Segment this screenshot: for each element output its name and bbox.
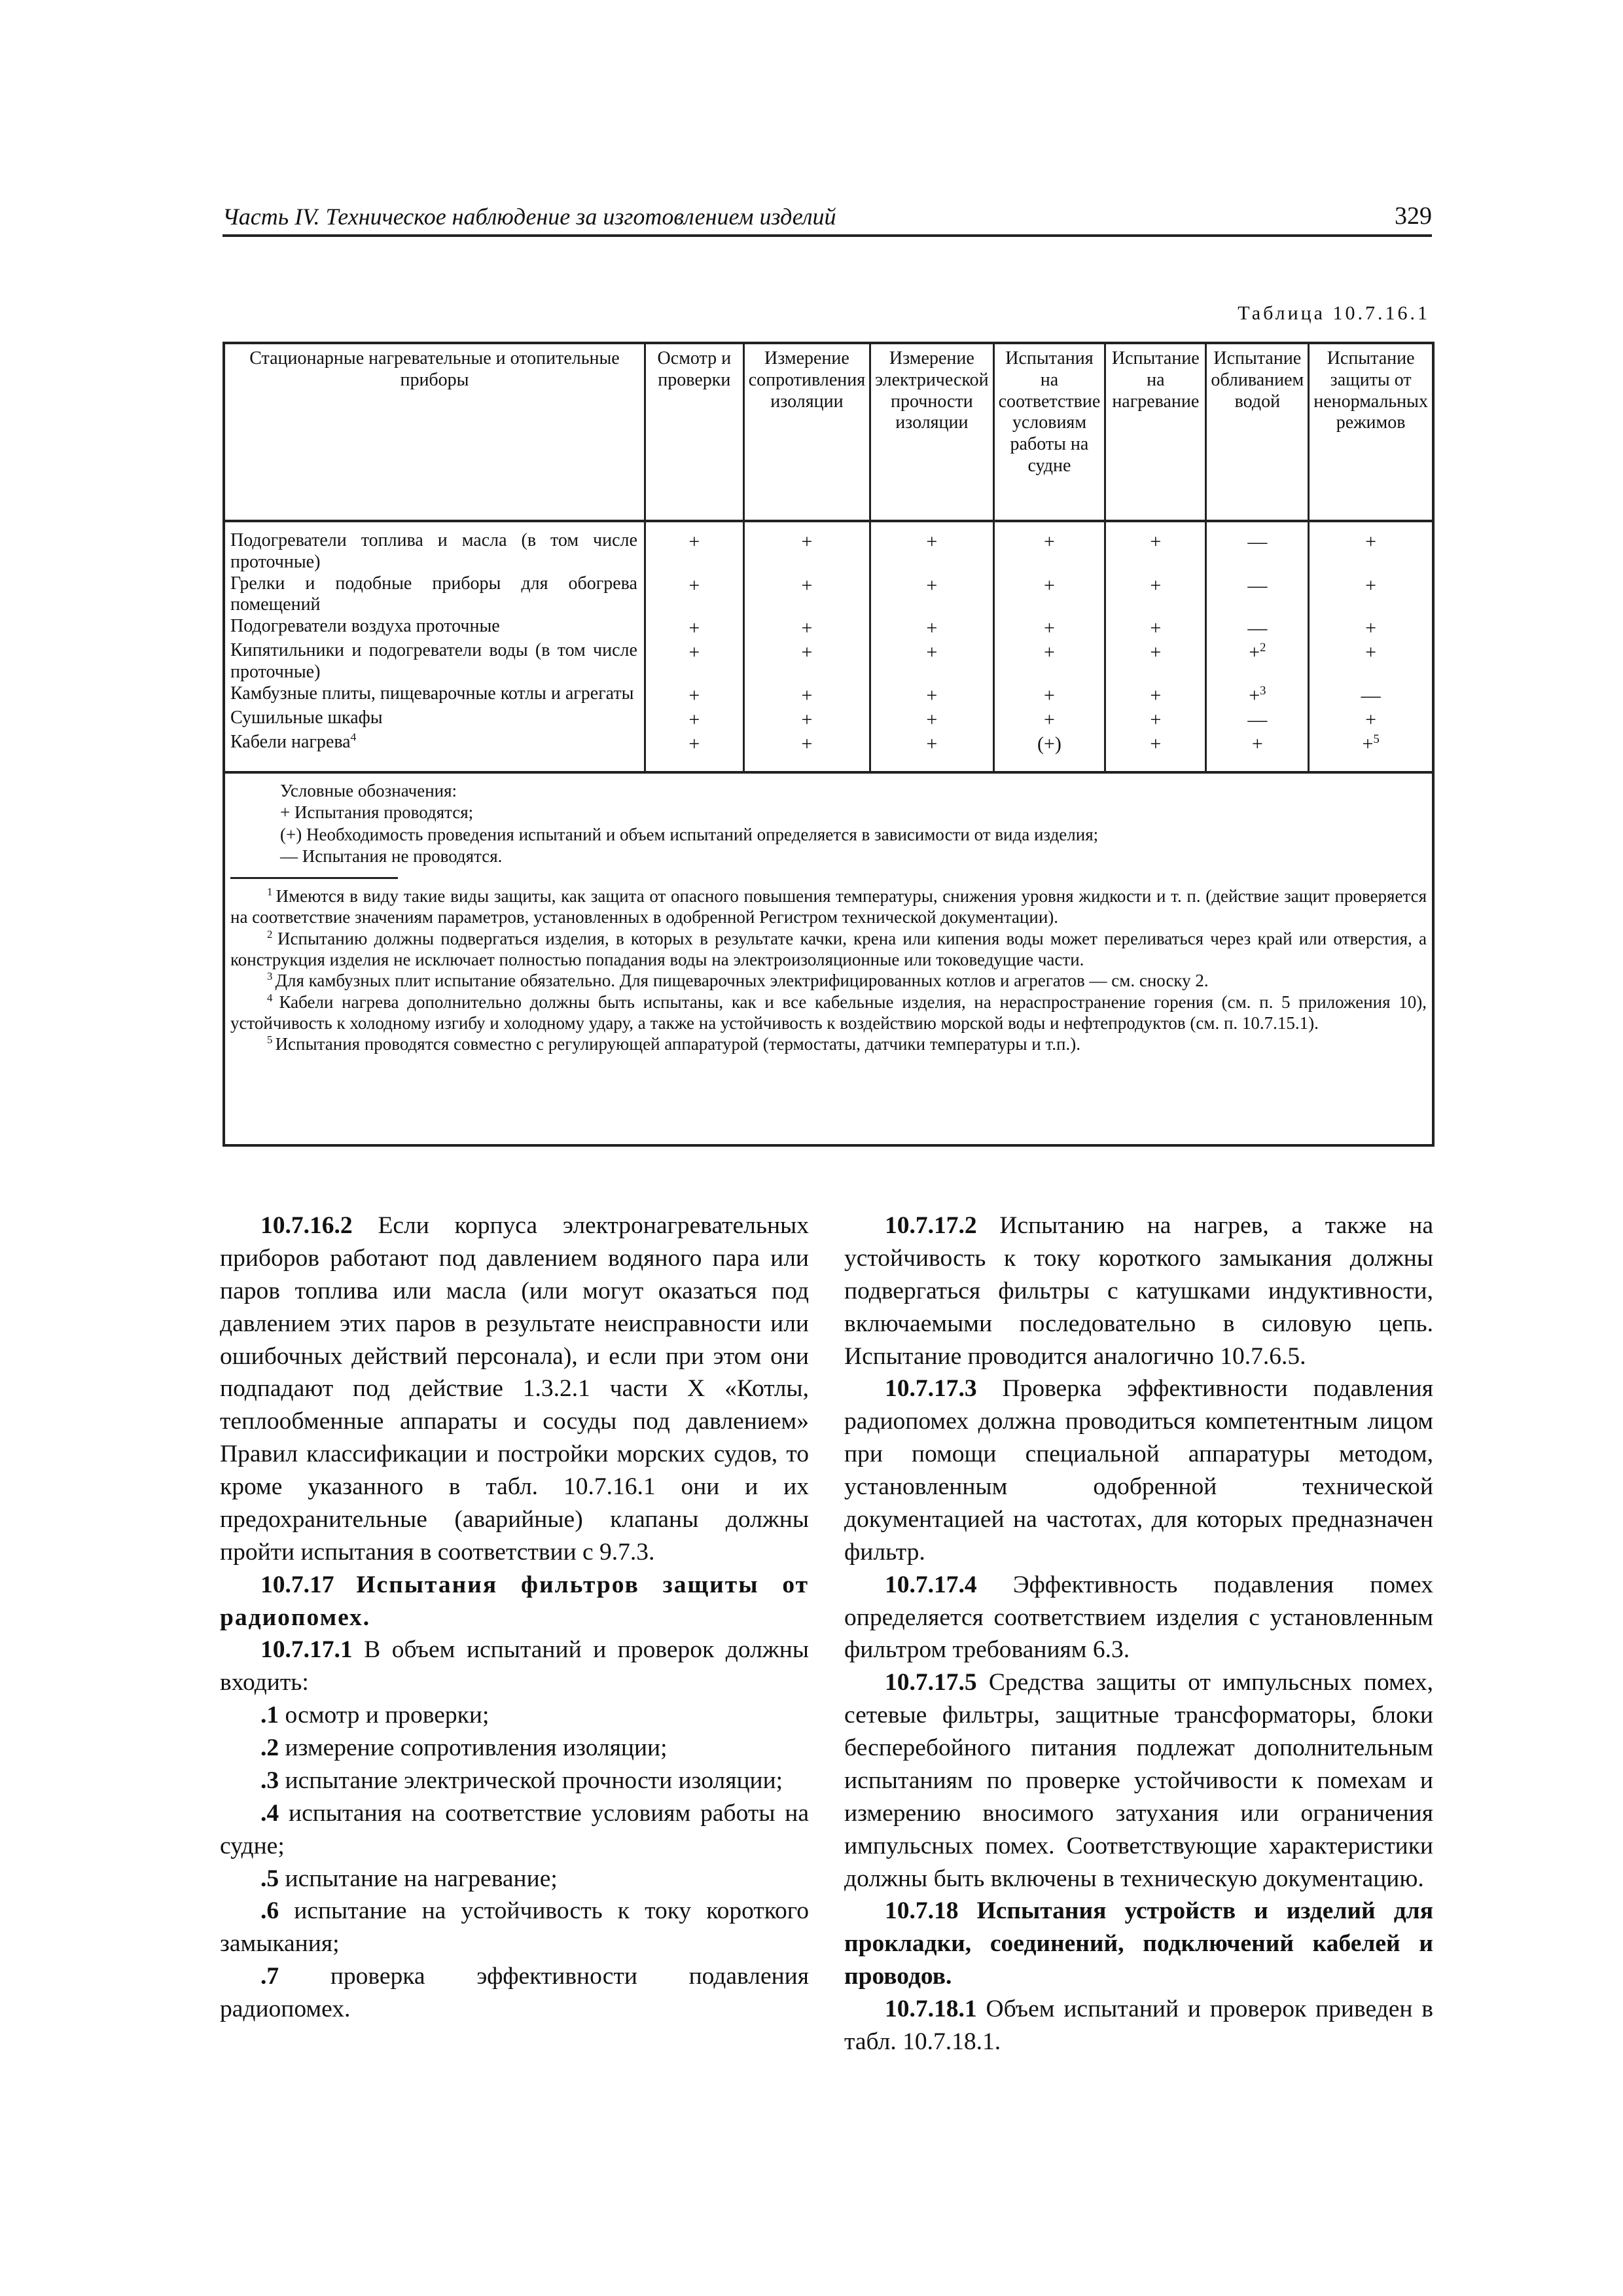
table-notes-row (225, 772, 1432, 1067)
paragraph (844, 1569, 1433, 1667)
table-row (225, 521, 1432, 573)
list-item-text: осмотр и проверки; (285, 1702, 490, 1729)
running-title: Часть IV. Техническое наблюдение за изготовлением изделий (223, 204, 836, 230)
list-item (220, 1863, 809, 1895)
table-cell: + (645, 616, 743, 640)
clause-number: 10.7.17.1 (260, 1636, 353, 1664)
row-name: Сушильные шкафы (230, 707, 383, 728)
section-number: 10.7.17 (260, 1571, 334, 1598)
legend-item: (+) Необходимость проведения испытаний и объем испытаний определяется в зависимости от вида изделия; (280, 824, 1099, 844)
list-item (220, 1960, 809, 2026)
col-header: Испытание защиты от ненормальных режимов (1309, 344, 1432, 521)
clause-text: Объем испытаний и проверок приведен в табл. 10.7.18.1. (844, 1996, 1433, 2055)
list-item-number: .2 (260, 1734, 279, 1761)
table-cell: +$^3$ (1206, 683, 1309, 708)
paragraph (220, 1634, 809, 1699)
col-header: Стационарные нагревательные и отопительные приборы (225, 344, 645, 521)
table-cell: + (993, 640, 1105, 683)
table-cell: + (993, 616, 1105, 640)
table-cell: + (1105, 683, 1206, 708)
table-cell: + (645, 683, 743, 708)
table-header-row (225, 344, 1432, 521)
row-name: Подогреватели воздуха проточные (230, 616, 500, 636)
table-cell: + (993, 683, 1105, 708)
footnote-marker: 5 (1373, 732, 1380, 746)
footnote: $^2$ Испытанию должны подвергаться изделия, в которых в результате качки, крена или кипения воды может переливаться через край или отверстия, а конструкция изделия не исключает полностью попадания воды на электроизоляционные или токоведущие части. (230, 927, 1427, 969)
row-name: Кабели нагрева$^4$ (230, 730, 357, 752)
section-heading (844, 1895, 1433, 1993)
row-name: Камбузные плиты, пищеварочные котлы и агрегаты (230, 683, 634, 704)
legend (280, 780, 1427, 868)
table-cell: + (645, 732, 743, 772)
footnote: $^1$ Имеются в виду такие виды защиты, как защита от опасного повышения температуры, снижения уровня жидкости и т. п. (действие защит проверяется на соответствие значениям параметров, установленных в одобренной Регистром технической документации). (230, 885, 1427, 927)
table-cell: — (1206, 708, 1309, 732)
table-cell: +$^2$ (1206, 640, 1309, 683)
list-item (220, 1895, 809, 1960)
table-row (225, 732, 1432, 772)
list-item (220, 1732, 809, 1765)
section-title: Испытания устройств и изделий для прокладки, соединений, подключений кабелей и проводов. (844, 1897, 1434, 1990)
table-cell: + (993, 573, 1105, 617)
table-cell: + (743, 683, 870, 708)
table-row (225, 683, 1432, 708)
legend-item: — Испытания не проводятся. (280, 846, 503, 867)
footnote-marker: 2 (1260, 641, 1266, 655)
text-column-left (220, 1210, 809, 2026)
list-item-text: испытания на соответствие условиям работы на судне; (220, 1799, 810, 1859)
table-cell: + (870, 683, 994, 708)
clause-number: 10.7.17.3 (885, 1375, 977, 1403)
table-caption: Таблица 10.7.16.1 (1238, 302, 1430, 324)
table-cell: — (1309, 683, 1432, 708)
row-name: Грелки и подобные приборы для обогрева помещений (230, 573, 637, 615)
clause-number: 10.7.17.5 (885, 1669, 977, 1696)
table-cell: + (743, 616, 870, 640)
table-notes (225, 772, 1432, 1067)
list-item (220, 1699, 809, 1732)
table-cell: + (1105, 573, 1206, 617)
clause-number: 10.7.17.4 (885, 1571, 977, 1598)
paragraph (844, 1210, 1433, 1372)
footnote: $^3$ Для камбузных плит испытание обязательно. Для пищеварочных электрифицированных котлов и агрегатов — см. сноску 2. (267, 970, 1209, 991)
clause-text: Эффективность подавления помех определяется соответствием изделия с установленным фильтром требованиям 6.3. (844, 1571, 1434, 1664)
table-cell: + (1105, 616, 1206, 640)
table-cell: + (645, 573, 743, 617)
table-cell: + (870, 708, 994, 732)
table-cell: + (870, 573, 994, 617)
legend-item: + Испытания проводятся; (280, 802, 474, 823)
list-item-number: .3 (260, 1767, 279, 1794)
paragraph (844, 1372, 1433, 1568)
table-row (225, 616, 1432, 640)
list-item-text: испытание на нагревание; (285, 1865, 558, 1892)
clause-text: Если корпуса электронагревательных приборов работают под давлением водяного пара или паров топлива или масла (или могут оказаться под давлением этих паров в результате неисправности или ошибочных действий персонала), и если при этом они подпадают под действие 1.3.2.1 части X «Котлы, теплообменные аппараты и сосуды под давлением» Правил классификации и постройки морских судов, то кроме указанного в табл. 10.7.16.1 они и их предохранительные (аварийные) клапаны должны пройти испытания в соответствии с 9.7.3. (220, 1212, 809, 1566)
text-column-right (844, 1210, 1433, 2058)
table-cell: + (743, 521, 870, 573)
section-number: 10.7.18 (885, 1897, 959, 1925)
table-row (225, 573, 1432, 617)
col-header: Осмотр и проверки (645, 344, 743, 521)
table-cell: + (645, 640, 743, 683)
table-cell: + (1105, 732, 1206, 772)
row-name: Кипятильники и подогреватели воды (в том числе проточные) (230, 640, 637, 682)
table-cell: — (1206, 573, 1309, 617)
section-heading (220, 1569, 809, 1634)
footnote-number: 5 (267, 1033, 276, 1047)
table-cell: — (1206, 521, 1309, 573)
table-cell: + (1309, 616, 1432, 640)
list-item-number: .4 (260, 1799, 279, 1827)
table-row (225, 708, 1432, 732)
footnote-divider (230, 877, 398, 879)
table-cell: + (870, 640, 994, 683)
col-header: Испытание обливанием водой (1206, 344, 1309, 521)
clause-number: 10.7.18.1 (885, 1996, 977, 2022)
table-cell: + (743, 732, 870, 772)
table-cell: + (870, 616, 994, 640)
col-header: Испытание на нагревание (1105, 344, 1206, 521)
row-name: Подогреватели топлива и масла (в том числе проточные) (230, 530, 637, 572)
footnote-number: 3 (267, 970, 276, 983)
clause-number: 10.7.16.2 (260, 1212, 353, 1239)
table-cell: + (1206, 732, 1309, 772)
page-header (223, 204, 1432, 237)
table-cell: + (1309, 521, 1432, 573)
table-cell: + (743, 640, 870, 683)
footnote-number: 1 (267, 885, 276, 898)
table-row (225, 640, 1432, 683)
spec-table-box (223, 342, 1435, 1147)
clause-text: В объем испытаний и проверок должны входить: (220, 1636, 810, 1696)
clause-text: Проверка эффективности подавления радиопомех должна проводиться компетентным лицом при помощи специальной аппаратуры методом, установленным одобренной технической документацией на частотах, для которых предназначен фильтр. (844, 1375, 1434, 1566)
table-cell: + (993, 708, 1105, 732)
table-cell: + (1309, 640, 1432, 683)
section-title: Испытания фильтров защиты от радиопомех. (220, 1571, 809, 1631)
list-item-text: испытание электрической прочности изоляции; (285, 1767, 783, 1794)
clause-number: 10.7.17.2 (885, 1212, 977, 1239)
footnote-number: 4 (267, 991, 279, 1004)
table-cell: + (870, 732, 994, 772)
table-cell: (+) (993, 732, 1105, 772)
list-item (220, 1765, 809, 1797)
page-number: 329 (1395, 202, 1432, 230)
clause-text: Средства защиты от импульсных помех, сетевые фильтры, защитные трансформаторы, блоки бесперебойного питания подлежат дополнительным испытаниям по проверке устойчивости к помехам и измерению вносимого затухания или ограничения импульсных помех. Соответствующие характеристики должны быть включены в техническую документацию. (844, 1669, 1434, 1892)
clause-text: Испытанию на нагрев, а также на устойчивость к току короткого замыкания должны подвергаться фильтры с катушками индуктивности, включаемыми последовательно в силовую цепь. Испытание проводится аналогично 10.7.6.5. (844, 1212, 1434, 1370)
col-header: Испытания на соответствие условиям работы на судне (993, 344, 1105, 521)
list-item-number: .6 (260, 1897, 279, 1925)
table-cell: + (645, 521, 743, 573)
table-cell: + (870, 521, 994, 573)
list-item-text: испытание на устойчивость к току короткого замыкания; (220, 1897, 809, 1958)
footnote: $^5$ Испытания проводятся совместно с регулирующей аппаратурой (термостаты, датчики температуры и т.п.). (267, 1033, 1080, 1054)
table-cell: + (1309, 573, 1432, 617)
paragraph (844, 1666, 1433, 1895)
table-cell: + (993, 521, 1105, 573)
table-cell: + (1105, 521, 1206, 573)
list-item-number: .1 (260, 1702, 279, 1729)
list-item (220, 1797, 809, 1863)
list-item-text: измерение сопротивления изоляции; (285, 1734, 668, 1761)
col-header: Измерение электрической прочности изоляции (870, 344, 994, 521)
table-cell: — (1206, 616, 1309, 640)
list-item-number: .5 (260, 1865, 279, 1892)
table-cell: +$^5$ (1309, 732, 1432, 772)
footnote-number: 2 (267, 927, 278, 941)
col-header: Измерение сопротивления изоляции (743, 344, 870, 521)
footnote-marker: 4 (350, 730, 357, 744)
list-item-number: .7 (260, 1963, 279, 1990)
table-cell: + (743, 708, 870, 732)
legend-title: Условные обозначения: (280, 780, 457, 800)
table-cell: + (1105, 708, 1206, 732)
footnote-marker: 3 (1260, 683, 1266, 698)
list-item-text: проверка эффективности подавления радиопомех. (220, 1963, 809, 2022)
footnote: $^4$ Кабели нагрева дополнительно должны быть испытаны, как и все кабельные изделия, на нераспространение горения (см. п. 5 приложения 10), устойчивость к холодному изгибу и холодному удару, а также на устойчивость к воздействию морской воды и нефтепродуктов (см. п. 10.7.15.1). (230, 991, 1427, 1033)
paragraph (220, 1210, 809, 1569)
table-cell: + (1105, 640, 1206, 683)
table-cell: + (645, 708, 743, 732)
spec-table (225, 344, 1432, 1067)
table-cell: + (743, 573, 870, 617)
paragraph (844, 1993, 1433, 2058)
table-cell: + (1309, 708, 1432, 732)
